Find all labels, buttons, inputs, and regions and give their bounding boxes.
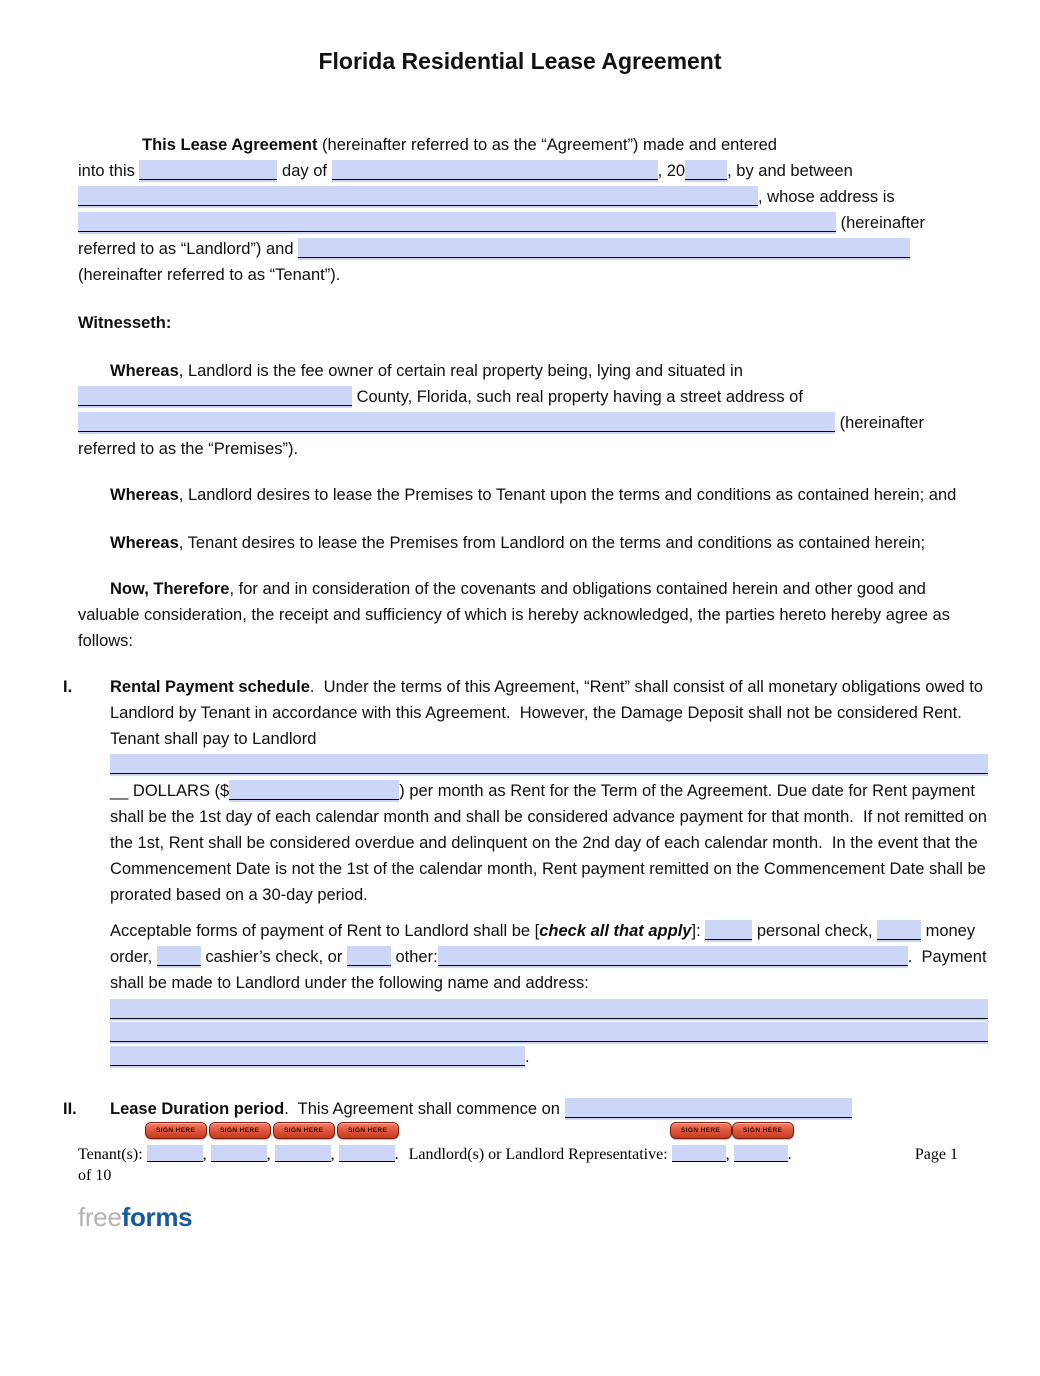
intro-line-4-text: (hereinafter bbox=[836, 214, 925, 232]
intro-line-2-text-b: day of bbox=[277, 162, 332, 180]
payee-name-address-field-3[interactable] bbox=[110, 1046, 525, 1066]
acceptable-payment-paragraph bbox=[110, 918, 992, 996]
personal-check-blank[interactable] bbox=[705, 920, 752, 940]
money-order-blank[interactable] bbox=[877, 920, 921, 940]
now-therefore-bold: Now, Therefore bbox=[110, 580, 230, 598]
item-rental-payment bbox=[63, 674, 992, 1070]
tenant-initials-wrap-3 bbox=[275, 1127, 331, 1165]
day-of-month-field[interactable] bbox=[139, 160, 277, 180]
cashiers-check-blank[interactable] bbox=[157, 946, 201, 966]
separator-comma: , bbox=[202, 1146, 211, 1163]
separator-period: . bbox=[394, 1146, 399, 1163]
accept-text-a: Acceptable forms of payment of Rent to Landlord shall be [ bbox=[110, 922, 540, 940]
item2-line bbox=[110, 1096, 988, 1122]
tenant-initials-field-2[interactable] bbox=[211, 1145, 267, 1162]
separator-comma: , bbox=[330, 1146, 339, 1163]
payee-last-line bbox=[110, 1044, 988, 1070]
rent-amount-numeric-field[interactable] bbox=[229, 780, 399, 800]
now-therefore-text: , for and in consideration of the covenants and obligations contained herein and other good and valuable consideration, the receipt and sufficiency of which is hereby acknowledged, the parties hereto hereby agree as follows: bbox=[78, 580, 955, 650]
freeforms-logo bbox=[78, 1202, 962, 1232]
rent-amount-words-field[interactable] bbox=[110, 754, 988, 774]
tenant-initials-field-3[interactable] bbox=[275, 1145, 331, 1162]
whereas3-bold: Whereas bbox=[110, 534, 179, 552]
accept-text-b: ]: bbox=[691, 922, 706, 940]
tenant-initials-wrap-2 bbox=[211, 1127, 267, 1165]
intro-line-5 bbox=[78, 236, 962, 262]
sign-here-tab[interactable]: SIGN HERE bbox=[732, 1122, 794, 1139]
intro-line-6 bbox=[78, 262, 962, 288]
tenant-initials-wrap-4 bbox=[339, 1127, 395, 1165]
lease-agreement-bold: This Lease Agreement bbox=[142, 136, 318, 154]
premises-address-field[interactable] bbox=[78, 412, 835, 432]
tenant-initials-wrap-1 bbox=[147, 1127, 203, 1165]
landlord-address-field[interactable] bbox=[78, 212, 836, 232]
page-title: Florida Residential Lease Agreement bbox=[318, 48, 722, 74]
item2-number: II. bbox=[63, 1100, 77, 1118]
sign-here-tab[interactable]: SIGN HERE bbox=[209, 1122, 271, 1139]
sign-here-tab[interactable]: SIGN HERE bbox=[273, 1122, 335, 1139]
whereas1-line-3 bbox=[78, 410, 962, 436]
tenants-label: Tenant(s): bbox=[78, 1146, 147, 1163]
year-field[interactable] bbox=[685, 160, 727, 180]
separator-comma: , bbox=[725, 1146, 734, 1163]
intro-line-4 bbox=[78, 210, 962, 236]
accept-text-d: money order, bbox=[110, 922, 980, 966]
whereas-tenant-paragraph bbox=[78, 530, 962, 556]
logo-free-text: free bbox=[78, 1202, 122, 1232]
item-lease-duration bbox=[63, 1096, 988, 1122]
whereas1-text-1: , Landlord is the fee owner of certain real property being, lying and situated in bbox=[178, 362, 743, 380]
whereas1-text-4: referred to as the “Premises”). bbox=[78, 440, 299, 458]
page-footer bbox=[78, 1127, 962, 1186]
payee-name-address-field-1[interactable] bbox=[110, 999, 988, 1019]
sign-here-tab[interactable]: SIGN HERE bbox=[145, 1122, 207, 1139]
item2-text: . This Agreement shall commence on bbox=[284, 1100, 565, 1118]
whereas1-line-4 bbox=[78, 436, 962, 462]
sign-here-tab[interactable]: SIGN HERE bbox=[670, 1122, 732, 1139]
whereas1-bold: Whereas bbox=[110, 362, 179, 380]
item1-number: I. bbox=[63, 678, 73, 696]
item1-text-3: ) per month as Rent for the Term of the Agreement. Due date for Rent payment shall be the 1st day of each calendar month and shall be considered advance payment for that month. If not remitted on the 1st, Rent shall be considered overdue and delinquent on the 2nd day of each calendar month. In the event that the Commencement Date is not the 1st of the calendar month, Rent payment remitted on the Commencement Date shall be prorated based on a 30-day period. bbox=[110, 782, 992, 904]
tenant-initials-field-1[interactable] bbox=[147, 1145, 203, 1162]
intro-line-2-text-a: into this bbox=[78, 162, 140, 180]
intro-line-2-text-c: , 20 bbox=[657, 162, 686, 180]
item2-heading: Lease Duration period bbox=[110, 1100, 285, 1118]
intro-line-3 bbox=[78, 184, 962, 210]
item1-body bbox=[110, 674, 992, 908]
item1-heading: Rental Payment schedule bbox=[110, 678, 310, 696]
landlord-initials-wrap-1 bbox=[672, 1127, 726, 1165]
intro-line-2 bbox=[78, 158, 962, 184]
other-description-field[interactable] bbox=[438, 946, 908, 966]
check-all-that-apply-bold: check all that apply bbox=[539, 922, 692, 940]
whereas1-line-1 bbox=[78, 358, 962, 384]
separator-period: . bbox=[787, 1146, 792, 1163]
intro-line-3-text: , whose address is bbox=[758, 188, 895, 206]
page-number: Page 1 bbox=[914, 1146, 958, 1163]
accept-text-g: . Payment shall be made to Landlord under the following name and address: bbox=[110, 948, 992, 992]
whereas2-bold: Whereas bbox=[110, 486, 179, 504]
logo-forms-text: forms bbox=[121, 1202, 193, 1232]
item1-text-2: __ DOLLARS ($ bbox=[110, 782, 230, 800]
tenant-initials-field-4[interactable] bbox=[339, 1145, 395, 1162]
whereas2-text: , Landlord desires to lease the Premises to Tenant upon the terms and conditions as contained herein; and bbox=[178, 486, 957, 504]
accept-text-f: other: bbox=[390, 948, 438, 966]
landlord-initials-wrap-2 bbox=[734, 1127, 788, 1165]
county-field[interactable] bbox=[78, 386, 352, 406]
whereas1-line-2 bbox=[78, 384, 962, 410]
payee-name-address-field-2[interactable] bbox=[110, 1022, 988, 1042]
item1-text-1: . Under the terms of this Agreement, “Rent” shall consist of all monetary obligations owed to Landlord by Tenant in accordance with this Agreement. However, the Damage Deposit shall not be considered Rent. Tenant shall pay to Landlord bbox=[110, 678, 988, 748]
landlord-signature-group bbox=[408, 1127, 792, 1165]
tenant-signature-group bbox=[78, 1127, 399, 1165]
whereas-landlord-paragraph bbox=[78, 482, 962, 508]
tenant-name-field[interactable] bbox=[298, 238, 910, 258]
whereas-owner-paragraph bbox=[78, 358, 962, 462]
landlord-initials-field-1[interactable] bbox=[672, 1145, 726, 1162]
whereas1-text-2: County, Florida, such real property having a street address of bbox=[352, 388, 803, 406]
landlord-label: Landlord(s) or Landlord Representative: bbox=[408, 1146, 672, 1163]
whereas3-text: , Tenant desires to lease the Premises from Landlord on the terms and conditions as contained herein; bbox=[178, 534, 926, 552]
other-blank[interactable] bbox=[347, 946, 391, 966]
intro-line-2-text-d: , by and between bbox=[727, 162, 853, 180]
month-field[interactable] bbox=[332, 160, 658, 180]
separator-comma: , bbox=[266, 1146, 275, 1163]
page-number-wrap: of 10 bbox=[78, 1167, 112, 1184]
accept-text-e: cashier’s check, or bbox=[200, 948, 347, 966]
witnesseth-heading: Witnesseth: bbox=[78, 314, 172, 332]
intro-paragraph bbox=[78, 132, 962, 288]
commencement-date-field[interactable] bbox=[565, 1098, 852, 1118]
payee-name-address-block bbox=[110, 999, 988, 1070]
now-therefore-paragraph bbox=[78, 576, 962, 654]
sign-here-tab[interactable]: SIGN HERE bbox=[337, 1122, 399, 1139]
intro-line-5-text: referred to as “Landlord”) and bbox=[78, 240, 299, 258]
intro-line-1 bbox=[78, 132, 962, 158]
accept-text-c: personal check, bbox=[752, 922, 877, 940]
landlord-name-field[interactable] bbox=[78, 186, 758, 206]
intro-line-1-text: (hereinafter referred to as the “Agreement”) made and entered bbox=[317, 136, 777, 154]
payee-period: . bbox=[525, 1048, 530, 1066]
whereas1-text-3: (hereinafter bbox=[835, 414, 924, 432]
intro-line-6-text: (hereinafter referred to as “Tenant”). bbox=[78, 266, 341, 284]
footer-line-1 bbox=[78, 1127, 962, 1165]
landlord-initials-field-2[interactable] bbox=[734, 1145, 788, 1162]
